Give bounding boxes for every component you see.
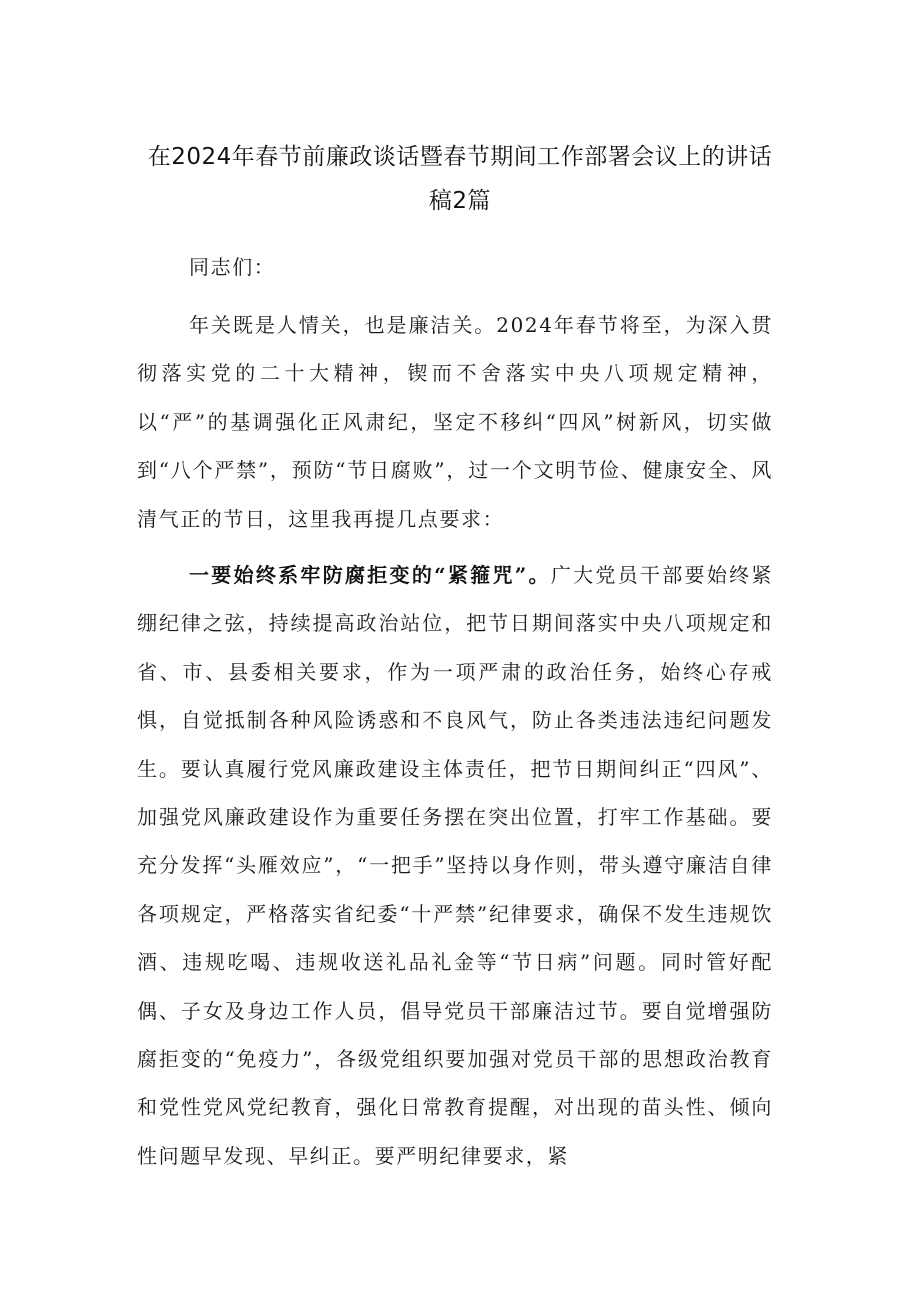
intro-paragraph: 年关既是人情关，也是廉洁关。2024年春节将至，为深入贯彻落实党的二十大精神，锲而不舍落实中央八项规定精神，以“严”的基调强化正风肃纪，坚定不移纠“四风”树新风，切实做到“八个严禁”，预防“节日腐败”，过一个文明节俭、健康安全、风清气正的节日，这里我再提几点要求： — [137, 313, 773, 531]
greeting-paragraph: 同志们： — [189, 255, 276, 279]
point-one-body: 广大党员干部要始终紧绷纪律之弦，持续提高政治站位，把节日期间落实中央八项规定和省、市、县委相关要求，作为一项严肃的政治任务，始终心存戒惧，自觉抵制各种风险诱惑和不良风气，防止各类违法违纪问题发生。要认真履行党风廉政建设主体责任，把节日期间纠正“四风”、加强党风廉政建设作为重要任务摆在突出位置，打牢工作基础。要充分发挥“头雁效应”，“一把手”坚持以身作则，带头遵守廉洁自律各项规定，严格落实省纪委“十严禁”纪律要求，确保不发生违规饮酒、违规吃喝、违规收送礼品礼金等“节日病”问题。同时管好配偶、子女及身边工作人员，倡导党员干部廉洁过节。要自觉增强防腐拒变的“免疫力”，各级党组织要加强对党员干部的思想政治教育和党性党风党纪教育，强化日常教育提醒，对出现的苗头性、倾向性问题早发现、早纠正。要严明纪律要求，紧 — [137, 563, 773, 1168]
point-one-heading: 一要始终系牢防腐拒变的“紧箍咒”。 — [189, 563, 551, 587]
document-title: 在2024年春节前廉政谈话暨春节期间工作部署会议上的讲话稿2篇 — [147, 144, 773, 214]
point-one-paragraph — [137, 551, 773, 1180]
